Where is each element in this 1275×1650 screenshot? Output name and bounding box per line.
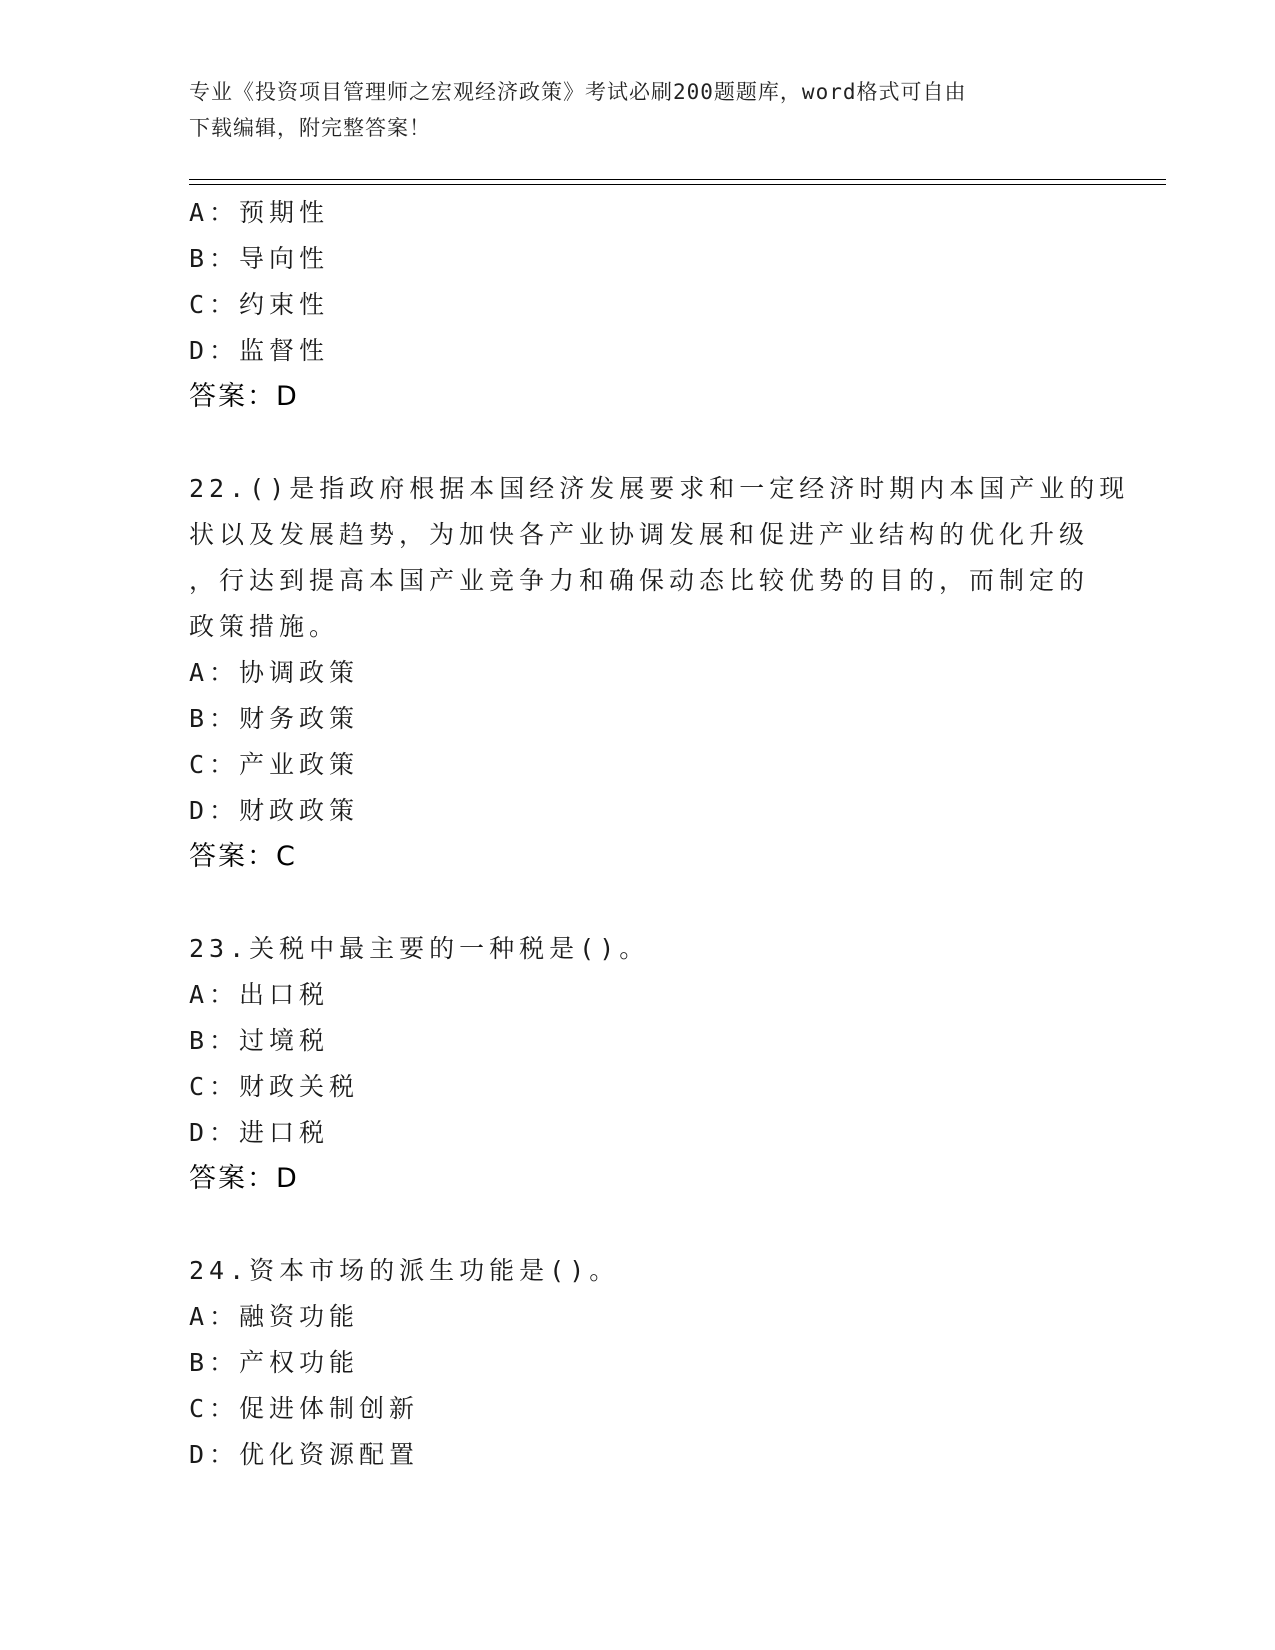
answer-line: 答案：D [189,381,299,412]
question-block-22 [189,466,1130,880]
option-b: B：导向性 [189,244,330,273]
spacer [189,880,1089,926]
option-c: C：产业政策 [189,750,360,779]
header-line: 专业《投资项目管理师之宏观经济政策》考试必刷200题题库，word格式可自由 [189,80,967,104]
question-stem-line: 24.资本市场的派生功能是()。 [189,1256,620,1285]
option-a: A：融资功能 [189,1302,360,1331]
header-divider [189,184,1166,185]
option-c: C：约束性 [189,290,330,319]
spacer [189,1202,1089,1248]
question-stem-line: 22.()是指政府根据本国经济发展要求和一定经济时期内本国产业的现 [189,474,1130,503]
option-d: D：进口税 [189,1118,330,1147]
answer-line: 答案：C [189,841,297,872]
question-block-24 [189,1248,1089,1478]
option-b: B：过境税 [189,1026,330,1055]
option-d: D：监督性 [189,336,330,365]
question-stem-line: ，行达到提高本国产业竞争力和确保动态比较优势的目的，而制定的 [189,566,1090,595]
question-stem-line: 状以及发展趋势，为加快各产业协调发展和促进产业结构的优化升级 [189,520,1090,549]
question-stem-line: 23.关税中最主要的一种税是()。 [189,934,650,963]
header-line: 下载编辑，附完整答案！ [189,116,431,140]
question-block-21 [189,190,1089,420]
option-d: D：优化资源配置 [189,1440,420,1469]
option-a: A：预期性 [189,198,330,227]
option-b: B：产权功能 [189,1348,360,1377]
document-header [189,74,1079,146]
option-b: B：财务政策 [189,704,360,733]
spacer [189,420,1089,466]
option-a: A：出口税 [189,980,330,1009]
answer-line: 答案：D [189,1163,299,1194]
option-c: C：促进体制创新 [189,1394,420,1423]
option-d: D：财政政策 [189,796,360,825]
option-c: C：财政关税 [189,1072,360,1101]
question-stem-line: 政策措施。 [189,612,340,641]
question-block-23 [189,926,1089,1202]
option-a: A：协调政策 [189,658,360,687]
header-divider [189,179,1166,180]
question-list [189,190,1130,1478]
